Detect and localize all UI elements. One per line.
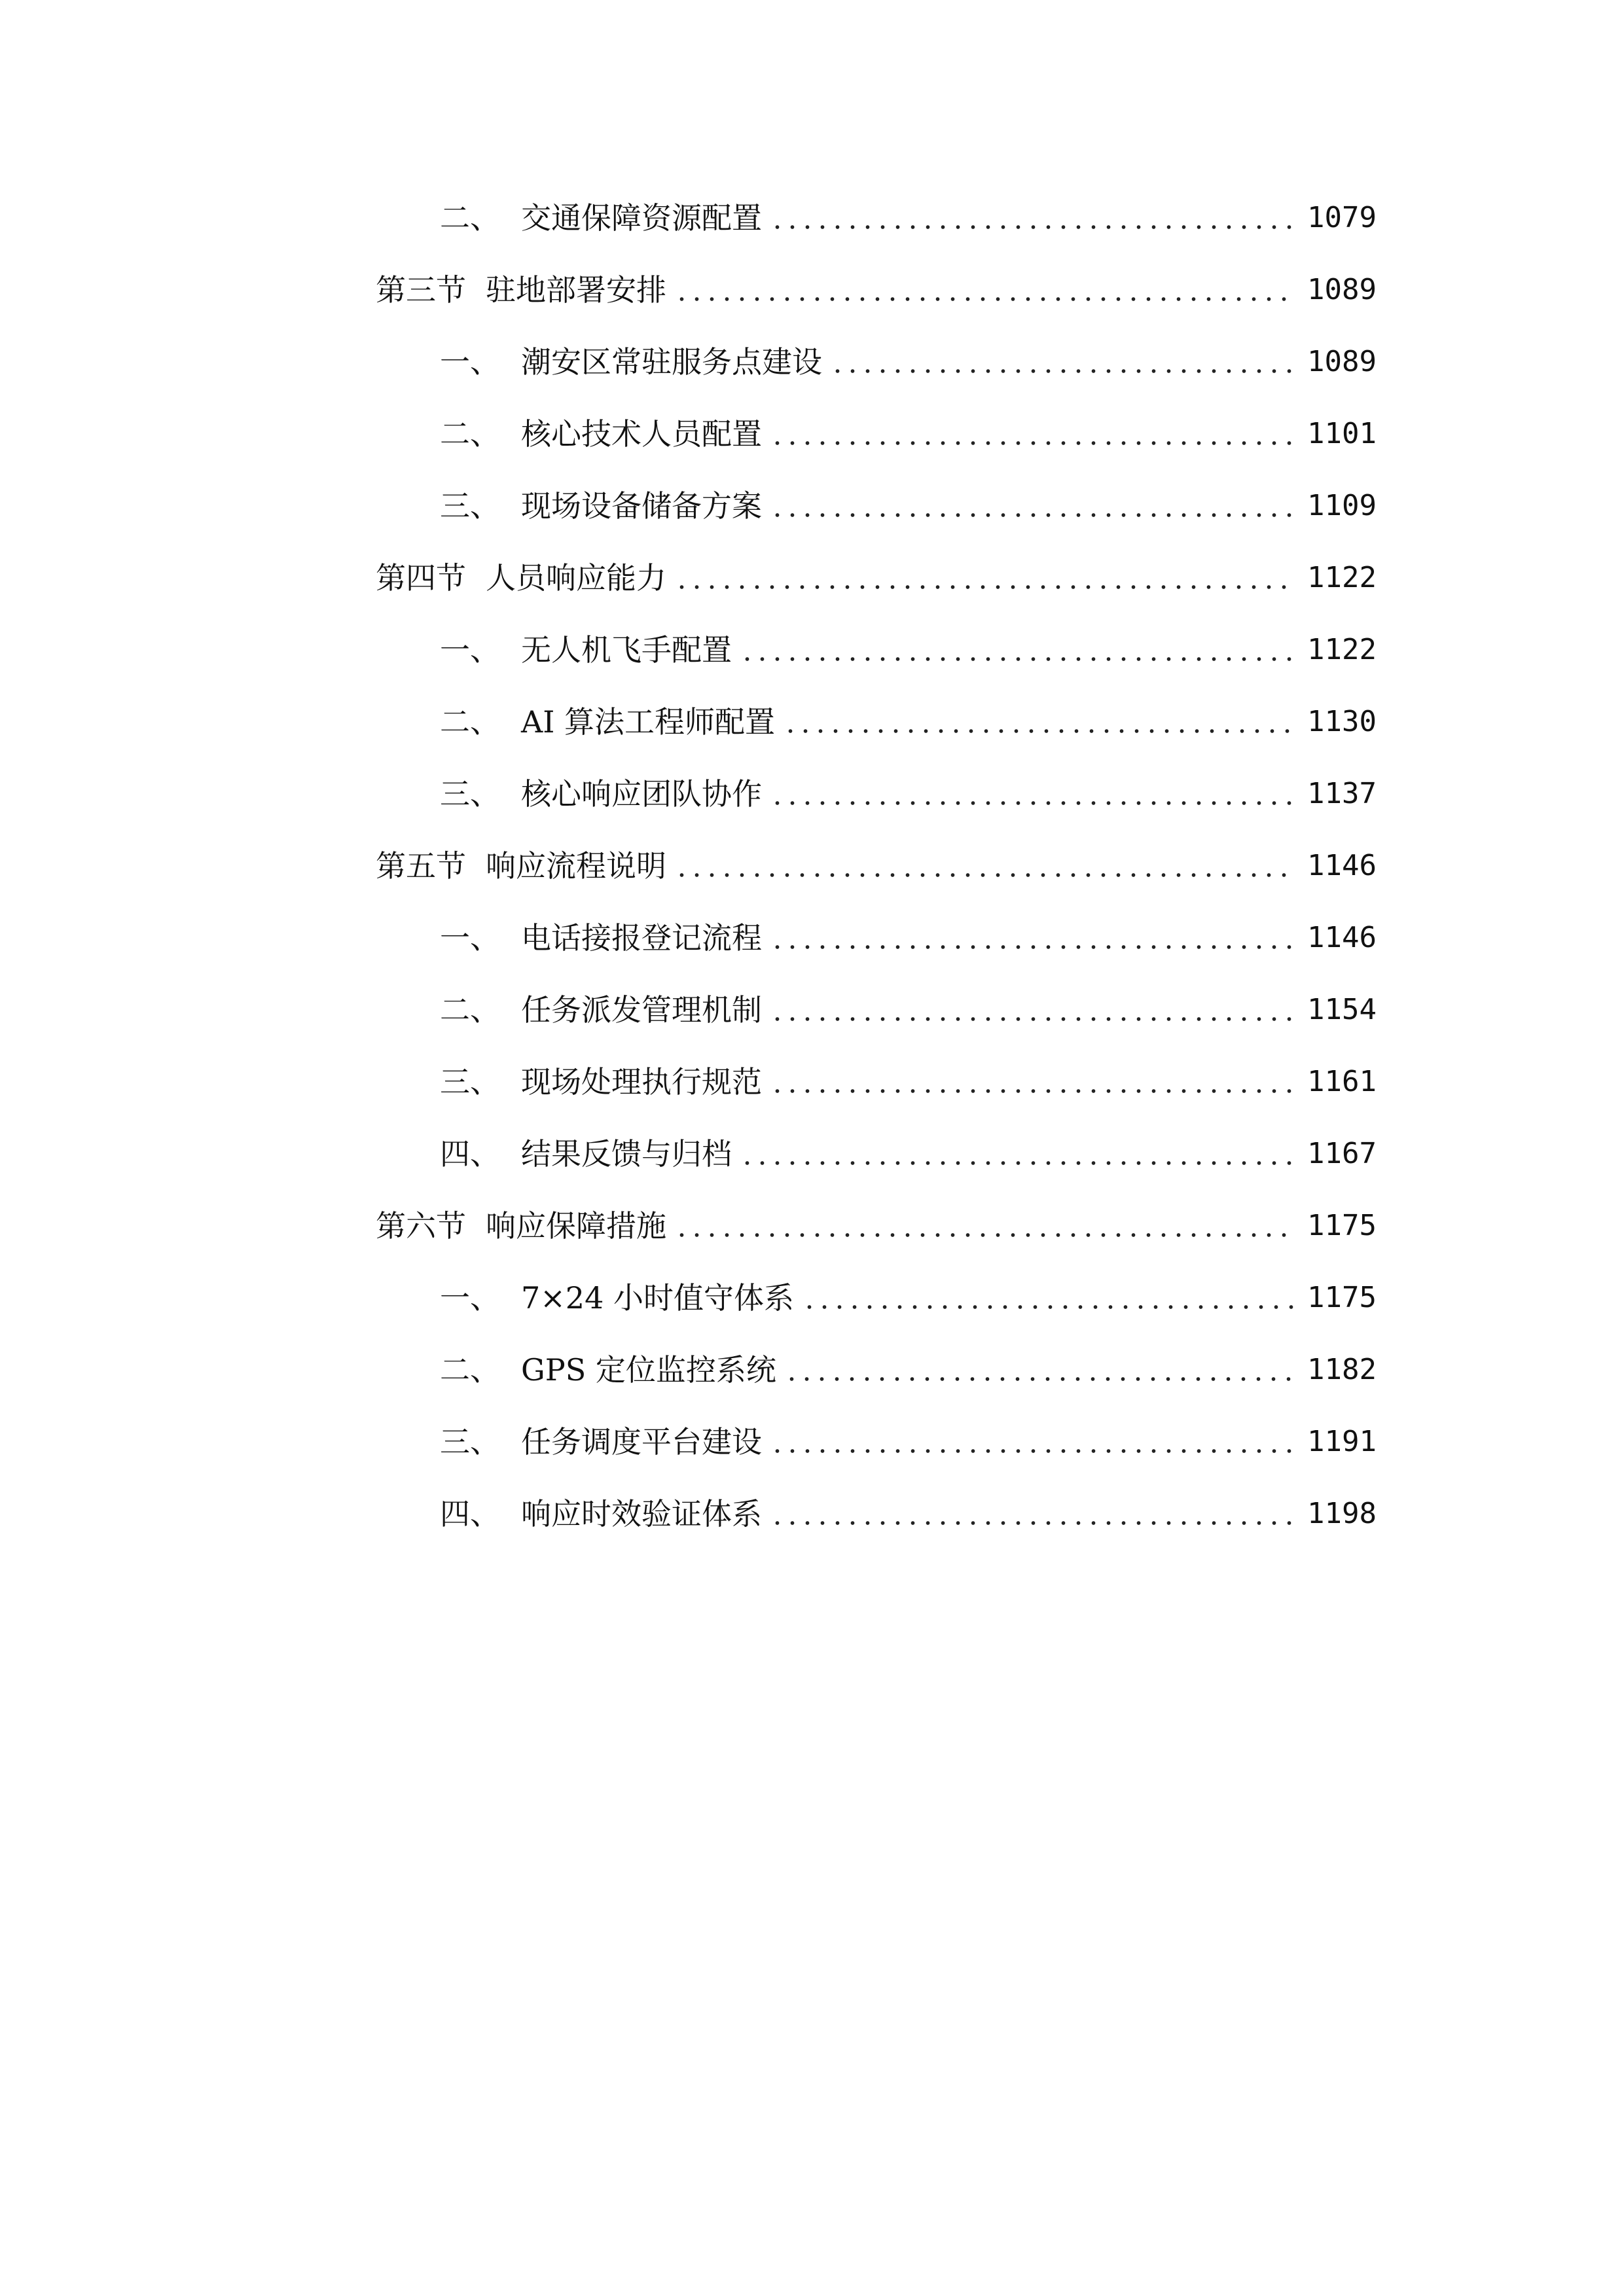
toc-entry-number: 二、 [440,200,500,236]
toc-page-number: 1154 [1307,993,1377,1026]
toc-entry[interactable] [440,339,1377,385]
toc-entry-title: 现场处理执行规范 [521,1064,762,1100]
toc-dot-leader [674,555,1297,601]
toc-entry-title: 无人机飞手配置 [521,632,732,668]
toc-section-entry[interactable] [376,1203,1377,1249]
toc-dot-leader [770,915,1297,961]
toc-page-number: 1146 [1307,849,1377,882]
toc-entry[interactable] [440,1059,1377,1105]
toc-entry-title: AI 算法工程师配置 [521,704,776,740]
toc-entry-number: 四、 [440,1136,500,1172]
toc-entry-title: 任务调度平台建设 [521,1424,762,1460]
toc-dot-leader [783,699,1297,745]
toc-page-number: 1161 [1307,1065,1377,1098]
toc-entry[interactable] [440,411,1377,457]
toc-dot-leader [740,627,1297,673]
toc-section-title: 响应保障措施 [486,1208,666,1244]
toc-dot-leader [770,483,1297,529]
toc-dot-leader [770,1419,1297,1465]
toc-section-title: 响应流程说明 [486,848,666,884]
toc-entry[interactable] [440,627,1377,673]
toc-page-number: 1175 [1307,1281,1377,1314]
toc-page-number: 1130 [1307,705,1377,738]
toc-entry[interactable] [440,915,1377,961]
toc-page-number: 1109 [1307,489,1377,522]
toc-dot-leader [770,411,1297,457]
toc-dot-leader [770,195,1297,241]
toc-dot-leader [674,1203,1297,1249]
toc-dot-leader [740,1131,1297,1177]
toc-entry-number: 一、 [440,1280,500,1316]
toc-section-entry[interactable] [376,843,1377,889]
toc-entry-title: 7×24 小时值守体系 [521,1280,794,1316]
toc-entry-number: 三、 [440,1064,500,1100]
toc-entry-number: 三、 [440,776,500,812]
toc-section-number: 第三节 [376,272,466,308]
toc-section-number: 第四节 [376,560,466,596]
toc-entry-title: 核心响应团队协作 [521,776,762,812]
toc-dot-leader [674,267,1297,313]
toc-entry-title: 电话接报登记流程 [521,920,762,956]
toc-entry-number: 一、 [440,344,500,380]
toc-entry[interactable] [440,1491,1377,1537]
toc-page-number: 1122 [1307,633,1377,666]
toc-dot-leader [802,1275,1297,1321]
toc-dot-leader [770,987,1297,1033]
toc-dot-leader [770,771,1297,817]
toc-entry-number: 二、 [440,704,500,740]
toc-dot-leader [830,339,1297,385]
toc-section-entry[interactable] [376,555,1377,601]
toc-entry[interactable] [440,699,1377,745]
toc-page-number: 1122 [1307,561,1377,594]
toc-section-title: 驻地部署安排 [486,272,666,308]
toc-entry-number: 二、 [440,992,500,1028]
toc-entry-title: 交通保障资源配置 [521,200,762,236]
toc-entry-number: 一、 [440,632,500,668]
toc-dot-leader [770,1059,1297,1105]
toc-entry-title: 潮安区常驻服务点建设 [521,344,822,380]
toc-entry[interactable] [440,1131,1377,1177]
toc-entry-title: 核心技术人员配置 [521,416,762,452]
toc-entry-title: 现场设备储备方案 [521,488,762,524]
toc-section-number: 第五节 [376,848,466,884]
toc-entry-title: 结果反馈与归档 [521,1136,732,1172]
toc-entry-title: 响应时效验证体系 [521,1496,762,1532]
toc-page-number: 1175 [1307,1209,1377,1242]
toc-page-number: 1089 [1307,273,1377,306]
toc-entry-number: 三、 [440,488,500,524]
toc-entry[interactable] [440,1275,1377,1321]
toc-dot-leader [770,1491,1297,1537]
toc-entry-number: 四、 [440,1496,500,1532]
toc-entry-number: 二、 [440,416,500,452]
toc-entry-number: 二、 [440,1352,500,1388]
toc-page-number: 1101 [1307,417,1377,450]
toc-entry-number: 一、 [440,920,500,956]
toc-page-number: 1198 [1307,1497,1377,1530]
toc-section-title: 人员响应能力 [486,560,666,596]
toc-page-number: 1089 [1307,345,1377,378]
toc-entry[interactable] [440,771,1377,817]
toc-entry-number: 三、 [440,1424,500,1460]
toc-dot-leader [784,1347,1297,1393]
toc-entry[interactable] [440,195,1377,241]
toc-section-number: 第六节 [376,1208,466,1244]
toc-entry[interactable] [440,483,1377,529]
toc-entry[interactable] [440,987,1377,1033]
toc-entry[interactable] [440,1347,1377,1393]
toc-page-number: 1079 [1307,201,1377,234]
toc-page-number: 1182 [1307,1353,1377,1386]
toc-page-number: 1191 [1307,1425,1377,1458]
toc-entry-title: GPS 定位监控系统 [521,1352,776,1388]
toc-entry[interactable] [440,1419,1377,1465]
toc-page-number: 1137 [1307,777,1377,810]
toc-dot-leader [674,843,1297,889]
toc-page-number: 1146 [1307,921,1377,954]
toc-page-number: 1167 [1307,1137,1377,1170]
toc-entry-title: 任务派发管理机制 [521,992,762,1028]
toc-section-entry[interactable] [376,267,1377,313]
